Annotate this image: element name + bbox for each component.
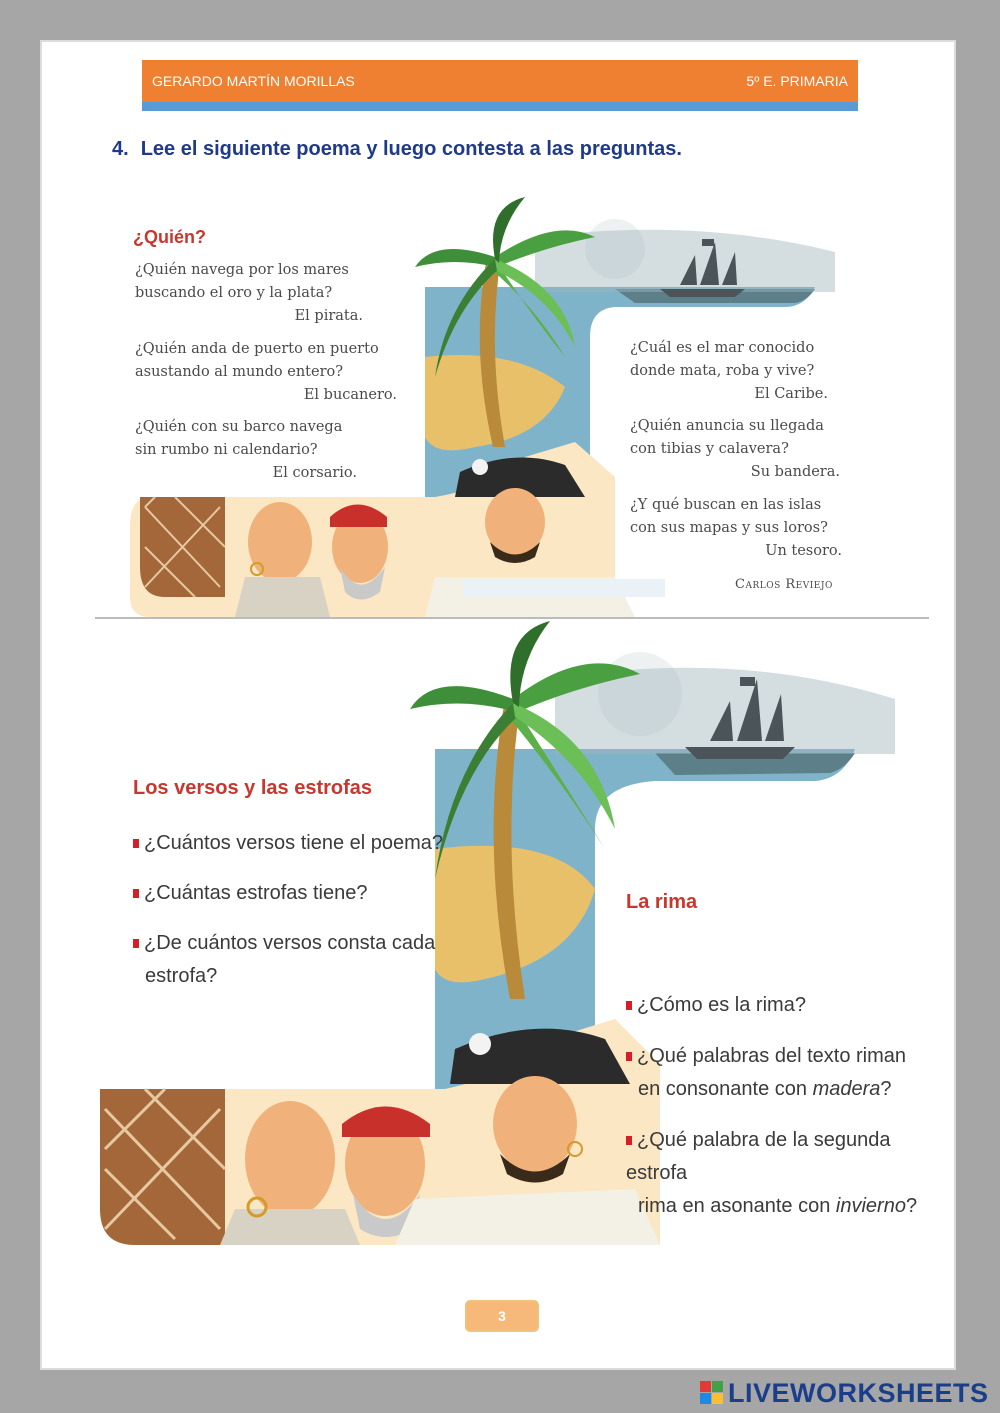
stanza-line: ¿Quién anda de puerto en puerto [135, 341, 379, 357]
bullet-icon [133, 939, 139, 948]
rima-question-1 [626, 989, 806, 1022]
stanza-4 [630, 337, 828, 406]
question-text-continued [626, 1073, 906, 1106]
question-text-part: ? [905, 1195, 918, 1217]
question-text-continued: estrofa? [145, 965, 218, 987]
poem-author: Carlos Reviejo [735, 577, 833, 592]
stanza-line: ¿Quién navega por los mares [135, 262, 349, 278]
question-text: ¿Cuántas estrofas tiene? [144, 882, 368, 904]
task-number: 4. [112, 138, 129, 160]
bullet-icon [626, 1001, 632, 1010]
stanza-line: buscando el oro y la plata? [135, 285, 333, 301]
question-keyword: madera [812, 1078, 881, 1100]
question-text: ¿Qué palabra de la segunda estrofa [626, 1129, 891, 1184]
versos-title: Los versos y las estrofas [133, 777, 373, 799]
stanza-6 [630, 494, 842, 563]
stanza-line: ¿Quién con su barco navega [135, 419, 343, 435]
stanza-line: ¿Quién anuncia su llegada [630, 418, 824, 434]
stanza-line: sin rumbo ni calendario? [135, 442, 318, 458]
brand-name: LIVEWORKSHEETS [728, 1378, 989, 1408]
page-number: 3 [465, 1300, 539, 1332]
stanza-answer: El corsario. [272, 465, 357, 481]
question-text-part: rima en asonante con [638, 1195, 836, 1217]
stanza-line: ¿Cuál es el mar conocido [630, 340, 815, 356]
poem-title: ¿Quién? [133, 227, 206, 247]
worksheet-page [40, 40, 956, 1370]
stanza-line: ¿Y qué buscan en las islas [630, 497, 822, 513]
rima-question-2 [626, 1040, 906, 1106]
versos-question-3 [133, 927, 435, 993]
page-header [142, 60, 858, 102]
versos-question-1 [133, 827, 443, 860]
rima-title: La rima [626, 891, 698, 913]
liveworksheets-logo-icon [700, 1381, 724, 1405]
question-text: ¿Qué palabras del texto riman [637, 1045, 907, 1067]
question-text-part: en consonante con [638, 1078, 813, 1100]
stanza-line: con sus mapas y sus loros? [630, 520, 828, 536]
question-text-part: ? [880, 1078, 892, 1100]
question-text: ¿De cuántos versos consta cada [144, 932, 436, 954]
stanza-answer: El bucanero. [303, 387, 397, 403]
stanza-1 [135, 259, 363, 328]
header-accent-bar [142, 102, 858, 111]
bullet-icon [626, 1136, 632, 1145]
question-keyword: invierno [835, 1195, 906, 1217]
stanza-5 [630, 415, 840, 484]
rima-question-3 [626, 1124, 929, 1223]
question-text-continued [626, 1190, 929, 1223]
question-text: ¿Cómo es la rima? [637, 994, 806, 1016]
stanza-answer: Su bandera. [750, 464, 840, 480]
stanza-answer: Un tesoro. [765, 543, 842, 559]
question-text: ¿Cuántos versos tiene el poema? [144, 832, 444, 854]
header-author: GERARDO MARTÍN MORILLAS [152, 73, 355, 89]
bullet-icon [133, 889, 139, 898]
task-instruction [112, 138, 682, 161]
bullet-icon [133, 839, 139, 848]
stanza-line: asustando al mundo entero? [135, 364, 343, 380]
header-course: 5º E. PRIMARIA [746, 73, 848, 89]
stanza-3 [135, 416, 357, 485]
stanza-line: con tibias y calavera? [630, 441, 789, 457]
stanza-answer: El Caribe. [754, 386, 828, 402]
versos-question-2 [133, 877, 367, 910]
stanza-2 [135, 338, 397, 407]
poem-panel [95, 197, 929, 617]
stanza-answer: El pirata. [294, 308, 363, 324]
bullet-icon [626, 1052, 632, 1061]
questions-panel [95, 619, 929, 1245]
brand-logo [700, 1378, 995, 1408]
stanza-line: donde mata, roba y vive? [630, 363, 815, 379]
task-text: Lee el siguiente poema y luego contesta a las preguntas. [140, 138, 682, 160]
